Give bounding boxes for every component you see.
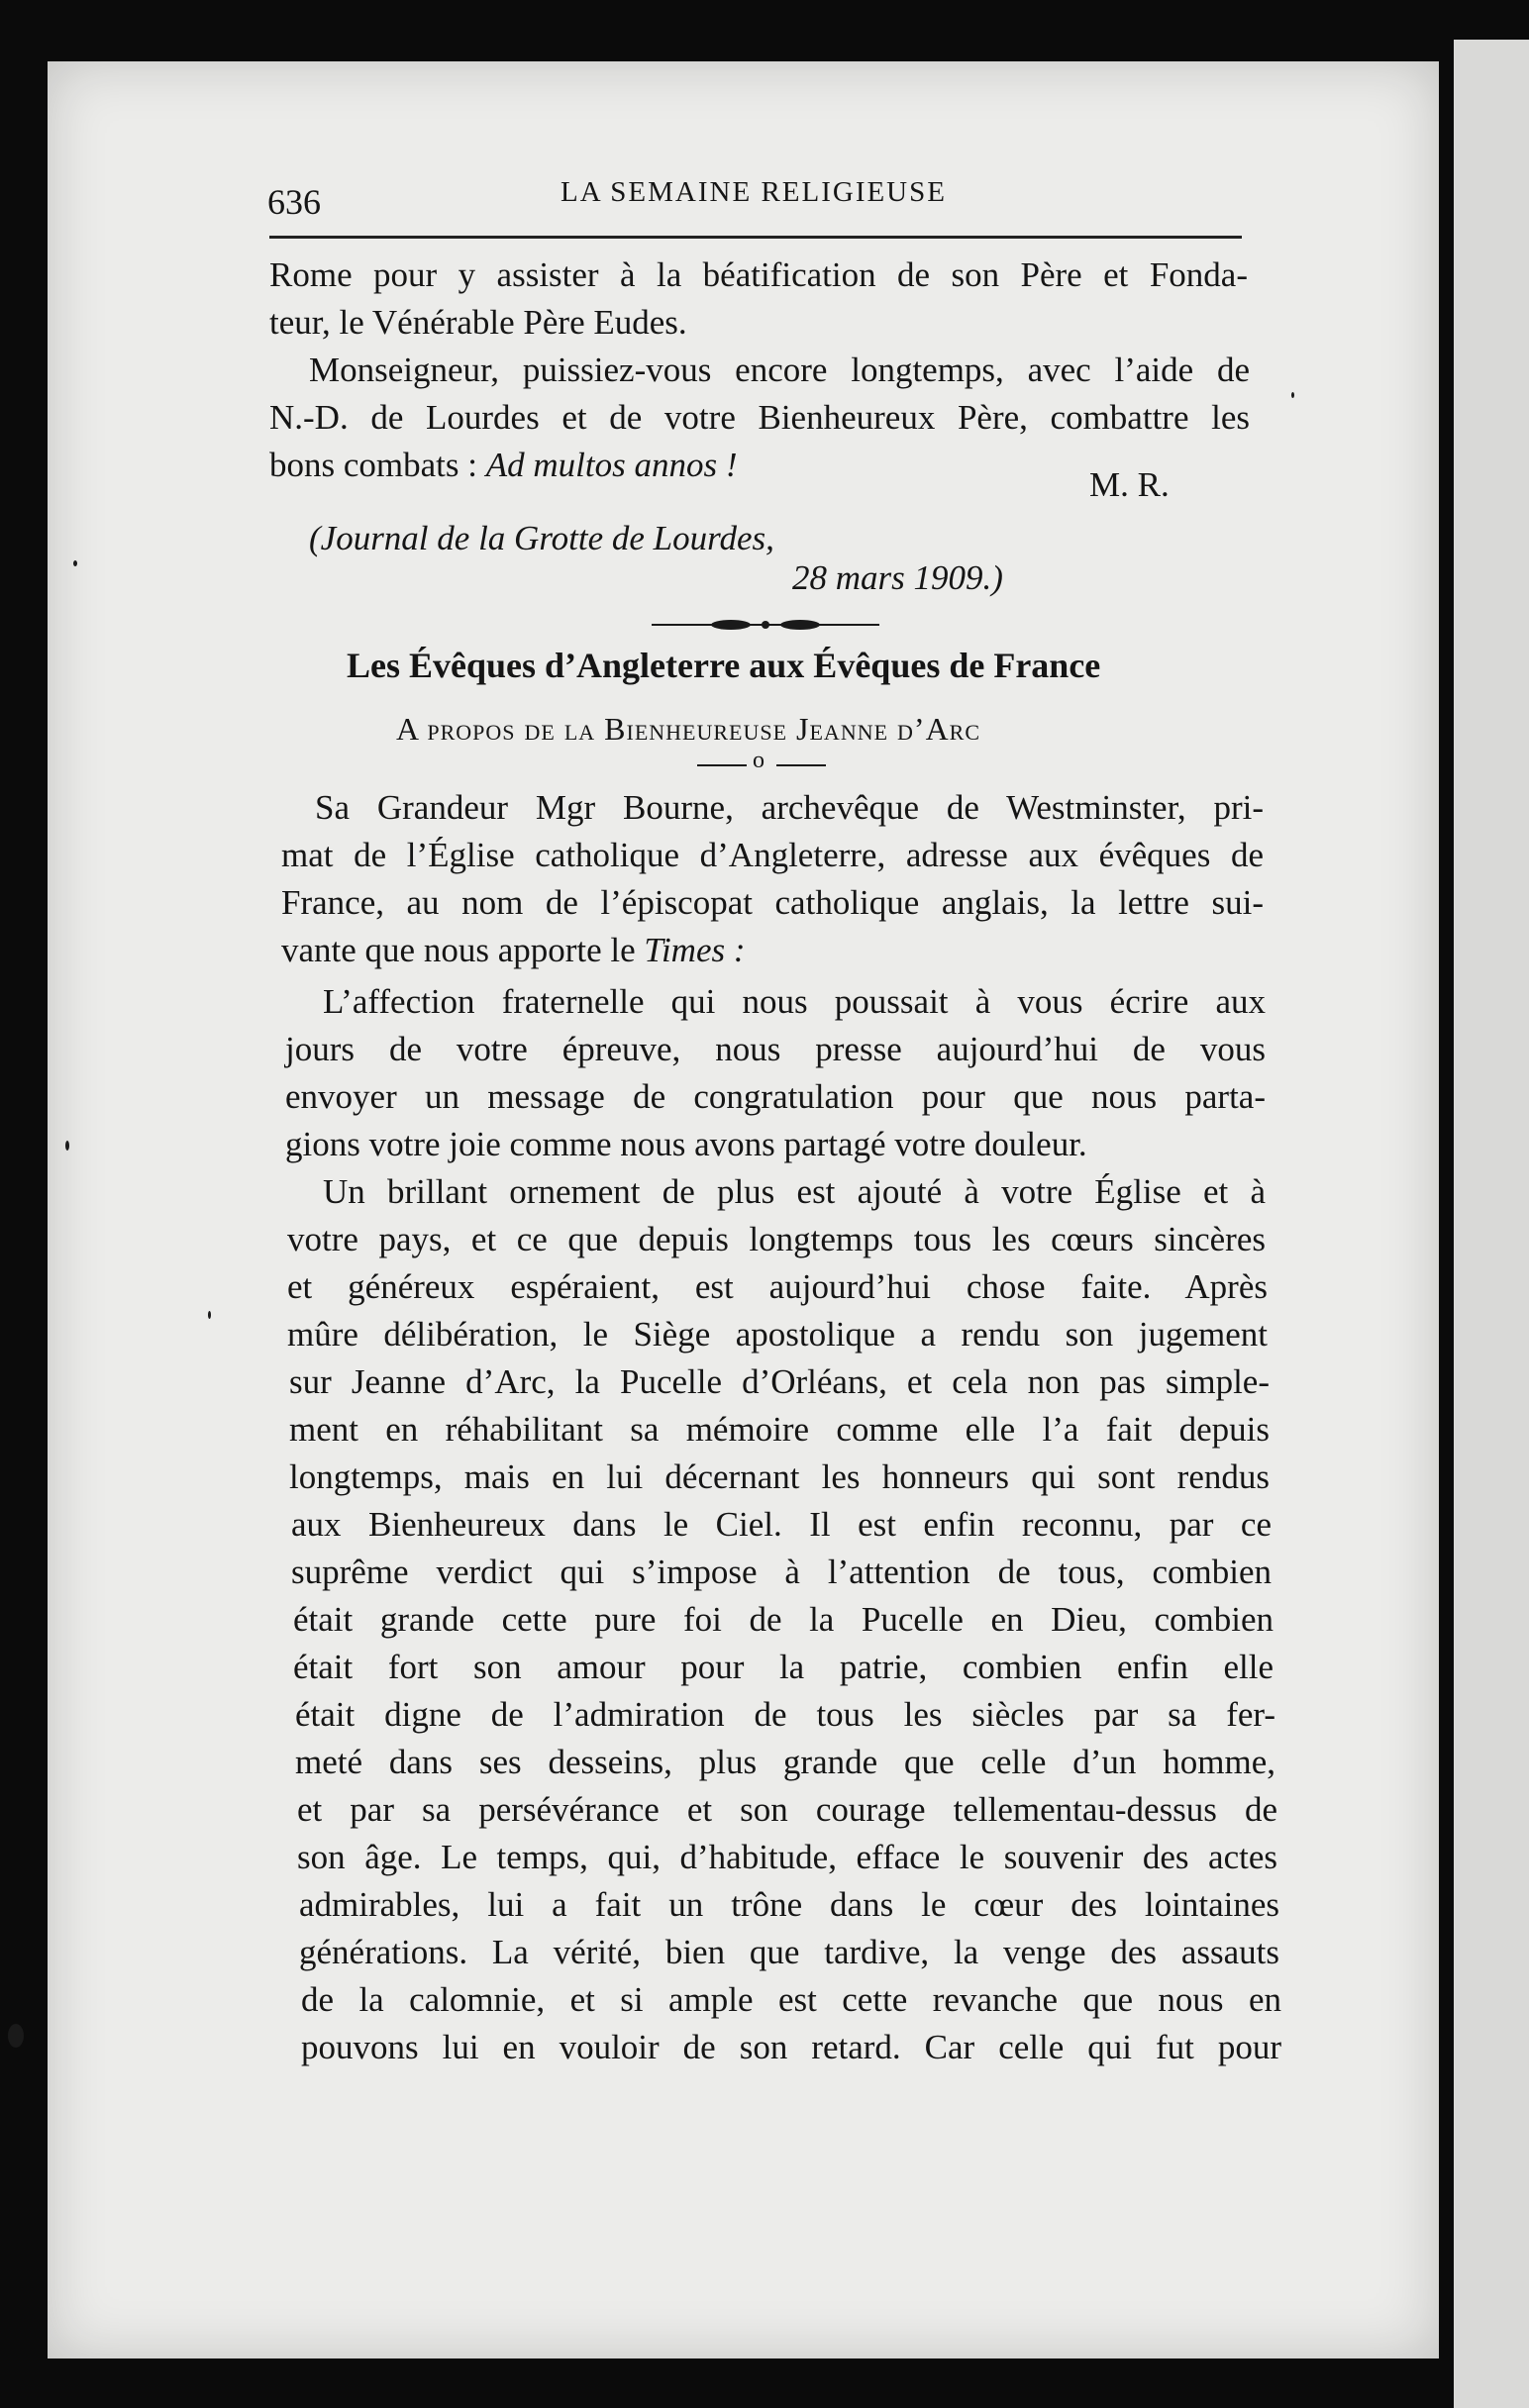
divider-mark: o (753, 748, 764, 773)
signature: M. R. (1089, 465, 1170, 504)
text-line: suprême verdict qui s’impose à l’attention de tous, combien (291, 1553, 1272, 1591)
text-line: son âge. Le temps, qui, d’habitude, efface le souvenir des actes (297, 1838, 1277, 1876)
section-ornament (652, 614, 879, 636)
text-line: aux Bienheureux dans le Ciel. Il est enfin reconnu, par ce (291, 1505, 1272, 1544)
text-line: France, au nom de l’épiscopat catholique anglais, la lettre sui- (281, 883, 1264, 922)
text-line: et généreux espéraient, est aujourd’hui chose faite. Après (287, 1267, 1268, 1306)
source-citation-line: (Journal de la Grotte de Lourdes, (309, 519, 774, 557)
text-line: meté dans ses desseins, plus grande que celle d’un homme, (295, 1743, 1275, 1781)
page-number: 636 (267, 182, 321, 222)
text-line: jours de votre épreuve, nous presse aujourd’hui de vous (285, 1030, 1266, 1068)
article-subtitle: A propos de la Bienheureuse Jeanne d’Arc (396, 711, 981, 747)
text-line: admirables, lui a fait un trône dans le cœur des lointaines (299, 1885, 1279, 1924)
text-line: teur, le Vénérable Père Eudes. (269, 303, 687, 342)
text-line: votre pays, et ce que depuis longtemps tous les cœurs sincères (287, 1220, 1266, 1258)
latin-wish: Ad multos annos ! (485, 446, 738, 484)
text-line: mat de l’Église catholique d’Angleterre, adresse aux évêques de (281, 836, 1264, 874)
page-gutter (1439, 40, 1454, 2408)
article-title: Les Évêques d’Angleterre aux Évêques de France (347, 646, 1101, 685)
text-line: de la calomnie, et si ample est cette revanche que nous en (301, 1980, 1281, 2019)
text-line: était digne de l’admiration de tous les siècles par sa fer- (295, 1695, 1275, 1734)
text-run: vante que nous apporte le (281, 931, 645, 969)
text-line: N.-D. de Lourdes et de votre Bienheureux Père, combattre les (269, 398, 1250, 437)
text-line: pouvons lui en vouloir de son retard. Car celle qui fut pour (301, 2028, 1281, 2066)
text-line: Un brillant ornement de plus est ajouté à votre Église et à (323, 1172, 1266, 1211)
text-line: était fort son amour pour la patrie, combien enfin elle (293, 1648, 1274, 1686)
scan-speck (65, 1141, 69, 1151)
scan-speck (1291, 392, 1294, 398)
text-line (269, 448, 737, 482)
text-line: ment en réhabilitant sa mémoire comme elle l’a fait depuis (289, 1410, 1270, 1449)
subtitle-divider (697, 748, 826, 774)
text-line: Monseigneur, puissiez-vous encore longtemps, avec l’aide de (309, 351, 1250, 389)
header-rule (269, 236, 1242, 239)
scan-speck (208, 1311, 211, 1319)
text-line: envoyer un message de congratulation pour que nous parta- (285, 1077, 1266, 1116)
scan-speck (8, 2024, 24, 2048)
text-run: bons combats : (269, 446, 486, 484)
text-line: sur Jeanne d’Arc, la Pucelle d’Orléans, et cela non pas simple- (289, 1362, 1270, 1401)
running-title: LA SEMAINE RELIGIEUSE (561, 176, 947, 208)
text-line: mûre délibération, le Siège apostolique a rendu son jugement (287, 1315, 1268, 1354)
text-line: était grande cette pure foi de la Pucelle en Dieu, combien (293, 1600, 1274, 1639)
newspaper-name: Times : (644, 931, 746, 969)
scan-speck (73, 560, 77, 566)
adjacent-page-edge (1454, 40, 1529, 2408)
text-line (281, 933, 746, 967)
text-line: Rome pour y assister à la béatification de son Père et Fonda- (269, 255, 1248, 294)
text-line: et par sa persévérance et son courage tellementau-dessus de (297, 1790, 1277, 1829)
text-line: Sa Grandeur Mgr Bourne, archevêque de Westminster, pri- (315, 788, 1264, 827)
text-line: longtemps, mais en lui décernant les honneurs qui sont rendus (289, 1457, 1270, 1496)
text-line: L’affection fraternelle qui nous poussait à vous écrire aux (323, 982, 1266, 1021)
source-citation-date: 28 mars 1909.) (792, 558, 1003, 597)
text-line: générations. La vérité, bien que tardive, la venge des assauts (299, 1933, 1279, 1971)
text-line: gions votre joie comme nous avons partagé votre douleur. (285, 1125, 1087, 1163)
